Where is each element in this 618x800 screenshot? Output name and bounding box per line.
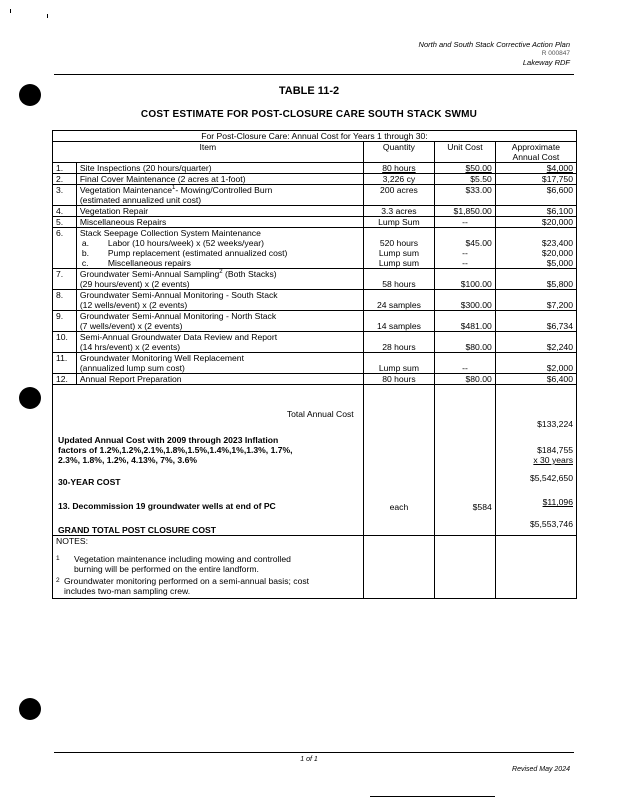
punch-hole-middle bbox=[19, 387, 41, 409]
table-row bbox=[53, 269, 577, 290]
sub-item bbox=[80, 238, 360, 248]
row-annual-cost: $6,400 bbox=[495, 374, 576, 385]
row-quantity: 14 samples bbox=[363, 311, 434, 332]
decommission-quantity: each bbox=[389, 502, 409, 512]
sub-item-unit-cost: $45.00 bbox=[465, 238, 492, 248]
row-annual-cost: $20,000 bbox=[495, 217, 576, 228]
row-number: 8. bbox=[53, 290, 77, 311]
summary-labels bbox=[53, 385, 364, 536]
row-number: 6. bbox=[53, 228, 77, 269]
row-quantity: 58 hours bbox=[363, 269, 434, 290]
summary-values bbox=[495, 385, 576, 536]
table-row bbox=[53, 217, 577, 228]
sub-item-text: Labor (10 hours/week) x (52 weeks/year) bbox=[107, 238, 265, 248]
note-1-marker: 1 bbox=[56, 555, 60, 562]
row-item-text-cont: (Both Stacks) bbox=[222, 269, 277, 279]
row-item bbox=[76, 332, 363, 353]
table-subtitle: COST ESTIMATE FOR POST-CLOSURE CARE SOUTH STACK SWMU bbox=[140, 109, 478, 120]
row-item-detail: (estimated annualized unit cost) bbox=[79, 195, 202, 205]
sub-item bbox=[80, 258, 360, 268]
decommission-label: 13. Decommission 19 groundwater wells at end of PC bbox=[58, 501, 276, 511]
sub-item-quantity: 520 hours bbox=[379, 238, 419, 248]
row-number: 7. bbox=[53, 269, 77, 290]
sub-item-text: Miscellaneous repairs bbox=[107, 258, 191, 268]
table-row bbox=[53, 374, 577, 385]
total-annual-label: Total Annual Cost bbox=[286, 409, 354, 419]
header-site: Lakeway RDF bbox=[522, 58, 570, 67]
row-annual-cost bbox=[495, 228, 576, 269]
col-header-annual-cost bbox=[495, 142, 576, 163]
row-item: Vegetation Repair bbox=[76, 206, 363, 217]
footnote-marker: 2 bbox=[219, 269, 223, 276]
scan-mark bbox=[20, 710, 21, 714]
row-item-text: Groundwater Monitoring Well Replacement bbox=[79, 353, 244, 363]
table-row bbox=[53, 206, 577, 217]
row-number: 11. bbox=[53, 353, 77, 374]
decommission-unit-cell bbox=[435, 385, 496, 536]
notes-row bbox=[53, 536, 577, 599]
table-row bbox=[53, 163, 577, 174]
table-row bbox=[53, 174, 577, 185]
row-item: Miscellaneous Repairs bbox=[76, 217, 363, 228]
sub-item-annual-cost: $5,000 bbox=[546, 258, 573, 268]
notes-empty-cell bbox=[435, 536, 496, 599]
table-title: TABLE 11-2 bbox=[278, 85, 340, 97]
row-annual-cost: $4,000 bbox=[495, 163, 576, 174]
table-row bbox=[53, 311, 577, 332]
col-header-quantity: Quantity bbox=[363, 142, 434, 163]
sub-item-letter: b. bbox=[81, 248, 89, 258]
summary-row bbox=[53, 385, 577, 536]
table-row bbox=[53, 353, 577, 374]
row-number: 10. bbox=[53, 332, 77, 353]
header-title: North and South Stack Corrective Action Plan bbox=[418, 40, 570, 49]
row-quantity: 3,226 cy bbox=[363, 174, 434, 185]
notes-empty-cell bbox=[495, 536, 576, 599]
table-row bbox=[53, 228, 577, 269]
row-item-detail: (annualized lump sum cost) bbox=[79, 363, 185, 373]
row-quantity: Lump Sum bbox=[363, 217, 434, 228]
row-number: 1. bbox=[53, 163, 77, 174]
col-header-unit-cost: Unit Cost bbox=[435, 142, 496, 163]
row-item-detail: (29 hours/event) x (2 events) bbox=[79, 279, 190, 289]
page-number: 1 of 1 bbox=[300, 756, 318, 763]
sub-item-letter: a. bbox=[81, 238, 89, 248]
header-rule bbox=[54, 74, 574, 75]
row-item-text: Vegetation Maintenance bbox=[79, 185, 173, 195]
scan-mark bbox=[10, 9, 11, 13]
sub-item-unit-cost: -- bbox=[462, 248, 468, 258]
table-row bbox=[53, 185, 577, 206]
grand-total-value: $5,553,746 bbox=[529, 519, 573, 529]
row-number: 5. bbox=[53, 217, 77, 228]
note-1-text: Vegetation maintenance including mowing and controlled burning will be performed on the entire landform. bbox=[74, 554, 291, 574]
row-item-detail: (14 hrs/event) x (2 events) bbox=[79, 342, 181, 352]
row-annual-cost: $17,750 bbox=[495, 174, 576, 185]
decommission-value: $11,096 bbox=[542, 497, 573, 507]
row-item bbox=[76, 269, 363, 290]
row-unit-cost: $33.00 bbox=[435, 185, 496, 206]
notes-empty-cell bbox=[363, 536, 434, 599]
sub-item-annual-cost: $20,000 bbox=[541, 248, 573, 258]
table-caption-row bbox=[53, 131, 577, 142]
row-item: Annual Report Preparation bbox=[76, 374, 363, 385]
row-quantity: 80 hours bbox=[363, 374, 434, 385]
sub-item-text: Pump replacement (estimated annualized cost) bbox=[107, 248, 288, 258]
col-header-annual-line2: Annual Cost bbox=[512, 152, 560, 162]
row-unit-cost bbox=[435, 228, 496, 269]
row-unit-cost: $100.00 bbox=[435, 269, 496, 290]
decommission-unit-cost: $584 bbox=[472, 502, 492, 512]
notes-cell bbox=[53, 536, 364, 599]
punch-hole-bottom bbox=[19, 698, 41, 720]
note-1 bbox=[56, 554, 360, 574]
row-annual-cost: $6,100 bbox=[495, 206, 576, 217]
row-annual-cost: $2,000 bbox=[495, 353, 576, 374]
sub-item-unit-cost: -- bbox=[462, 258, 468, 268]
row-annual-cost: $2,240 bbox=[495, 332, 576, 353]
row-number: 9. bbox=[53, 311, 77, 332]
row-unit-cost: -- bbox=[435, 217, 496, 228]
thirty-year-label: 30-YEAR COST bbox=[58, 477, 121, 487]
row-quantity: 80 hours bbox=[363, 163, 434, 174]
row-item-text: Stack Seepage Collection System Maintenance bbox=[79, 228, 261, 238]
row-unit-cost: -- bbox=[435, 353, 496, 374]
row-quantity: Lump sum bbox=[363, 353, 434, 374]
row-quantity: 24 samples bbox=[363, 290, 434, 311]
signature-line bbox=[370, 796, 495, 797]
sub-item-quantity: Lump sum bbox=[378, 248, 419, 258]
sub-item bbox=[80, 248, 360, 258]
column-header-row bbox=[53, 142, 577, 163]
note-2-text: Groundwater monitoring performed on a semi-annual basis; cost includes two-man sampling crew. bbox=[64, 576, 310, 596]
years-value: x 30 years bbox=[533, 455, 573, 465]
row-item: Site Inspections (20 hours/quarter) bbox=[76, 163, 363, 174]
row-number: 2. bbox=[53, 174, 77, 185]
col-header-item: Item bbox=[53, 142, 364, 163]
row-quantity: 28 hours bbox=[363, 332, 434, 353]
thirty-year-value: $5,542,650 bbox=[529, 473, 573, 483]
row-item-text: Semi-Annual Groundwater Data Review and Report bbox=[79, 332, 278, 342]
row-unit-cost: $300.00 bbox=[435, 290, 496, 311]
row-number: 3. bbox=[53, 185, 77, 206]
row-quantity bbox=[363, 228, 434, 269]
decommission-qty-cell bbox=[363, 385, 434, 536]
header-reference: R 000847 bbox=[541, 50, 570, 57]
row-item bbox=[76, 290, 363, 311]
row-unit-cost: $80.00 bbox=[435, 332, 496, 353]
footer-rule bbox=[54, 752, 574, 753]
row-item-text: Groundwater Semi-Annual Monitoring - South Stack bbox=[79, 290, 278, 300]
total-annual-value: $133,224 bbox=[537, 419, 573, 429]
row-unit-cost: $80.00 bbox=[435, 374, 496, 385]
row-item bbox=[76, 311, 363, 332]
row-item bbox=[76, 353, 363, 374]
sub-item-quantity: Lump sum bbox=[378, 258, 419, 268]
row-unit-cost: $1,850.00 bbox=[435, 206, 496, 217]
cost-estimate-table bbox=[52, 130, 577, 599]
scan-mark bbox=[47, 14, 48, 18]
row-item-text-cont: - Mowing/Controlled Burn bbox=[175, 185, 273, 195]
row-annual-cost: $6,734 bbox=[495, 311, 576, 332]
table-row bbox=[53, 332, 577, 353]
row-number: 12. bbox=[53, 374, 77, 385]
revision-date: Revised May 2024 bbox=[512, 766, 570, 773]
sub-item-annual-cost: $23,400 bbox=[541, 238, 573, 248]
row-item bbox=[76, 228, 363, 269]
row-number: 4. bbox=[53, 206, 77, 217]
notes-label: NOTES: bbox=[56, 536, 88, 546]
row-unit-cost: $5.50 bbox=[435, 174, 496, 185]
sub-item-letter: c. bbox=[81, 258, 89, 268]
grand-total-label: GRAND TOTAL POST CLOSURE COST bbox=[58, 525, 217, 535]
row-quantity: 200 acres bbox=[363, 185, 434, 206]
row-item-text: Groundwater Semi-Annual Monitoring - North Stack bbox=[79, 311, 277, 321]
row-item-detail: (12 wells/event) x (2 events) bbox=[79, 300, 188, 310]
table-caption: For Post-Closure Care: Annual Cost for Years 1 through 30: bbox=[53, 131, 577, 142]
row-item-detail: (7 wells/event) x (2 events) bbox=[79, 321, 183, 331]
document-header bbox=[419, 40, 570, 67]
table-row bbox=[53, 290, 577, 311]
row-annual-cost: $7,200 bbox=[495, 290, 576, 311]
col-header-annual-line1: Approximate bbox=[511, 142, 561, 152]
row-annual-cost: $5,800 bbox=[495, 269, 576, 290]
inflation-label: Updated Annual Cost with 2009 through 2023 Inflation factors of 1.2%,1.2%,2.1%,1.8%,1.5%,1.4%,1%,1.3%, 1.7%, 2.3%, 1.8%, 1.2%, 4.13%, 7%, 3.6% bbox=[58, 435, 293, 465]
row-item bbox=[76, 185, 363, 206]
row-item: Final Cover Maintenance (2 acres at 1-foot) bbox=[76, 174, 363, 185]
row-quantity: 3.3 acres bbox=[363, 206, 434, 217]
footnote-marker: 1 bbox=[172, 185, 176, 192]
row-item-text: Groundwater Semi-Annual Sampling bbox=[79, 269, 220, 279]
note-2-marker: 2 bbox=[56, 577, 60, 584]
note-2 bbox=[56, 576, 360, 596]
row-unit-cost: $50.00 bbox=[435, 163, 496, 174]
row-annual-cost: $6,600 bbox=[495, 185, 576, 206]
row-unit-cost: $481.00 bbox=[435, 311, 496, 332]
inflation-value: $184,755 bbox=[537, 445, 573, 455]
